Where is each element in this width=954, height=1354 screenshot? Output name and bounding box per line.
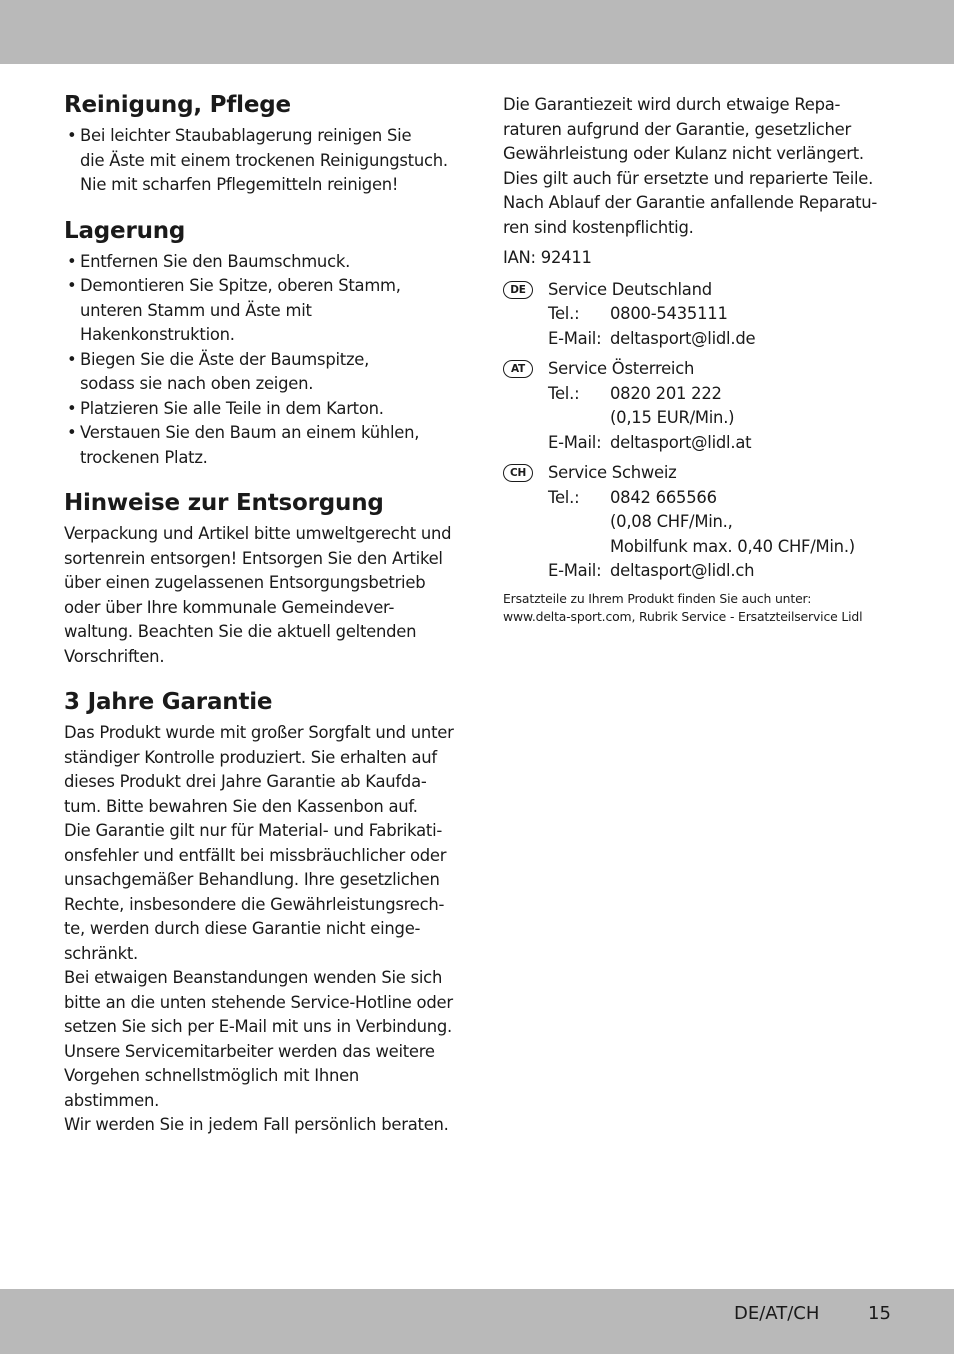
bullet-icon: • [67,251,77,271]
paragraph: Verpackung und Artikel bitte umweltgerecht und sortenrein entsorgen! Entsorgen Sie den Artikel über einen zugelassenen Entsorgungsbetrieb oder über Ihre kommunale Gemeindever- waltung. Beachten Sie die aktuell geltenden Vorschriften. [64,524,452,666]
section-storage [64,216,459,471]
email-value: deltasport@lidl.at [610,432,752,452]
tel-label: Tel.: [548,304,580,323]
section-title: Hinweise zur Entsorgung [64,490,384,516]
list-item: • Entfernen Sie den Baumschmuck. [64,250,459,275]
bullet-icon: • [67,398,77,418]
ch-badge-icon: CH [503,464,533,482]
bullet-list [64,124,459,198]
bullet-icon: • [67,126,77,145]
section-title: Lagerung [64,217,186,244]
footer-languages: DE/AT/CH [734,1303,820,1324]
header-bar [0,0,954,64]
list-item: • Biegen Sie die Äste der Baumspitze, sodass sie nach oben zeigen. [67,349,370,393]
tel-value: 0842 665566 (0,08 CHF/Min., Mobilfunk max. 0,40 CHF/Min.) [610,487,855,556]
section-disposal [64,488,459,669]
tel-label: Tel.: [548,383,580,403]
service-name: Service Österreich [548,359,695,378]
at-badge-icon: AT [503,360,533,378]
bullet-icon: • [67,276,77,295]
bullet-list [64,250,459,471]
list-item: • Platzieren Sie alle Teile in dem Karton. [64,397,459,422]
service-block-de [503,278,895,352]
section-warranty [64,687,459,1138]
email-label: E-Mail: [548,561,602,580]
list-item: • Verstauen Sie den Baum an einem kühlen, trockenen Platz. [67,423,420,467]
left-column [64,90,459,1138]
ian-number: IAN: 92411 [503,248,592,267]
paragraph: Das Produkt wurde mit großer Sorgfalt und unter ständiger Kontrolle produziert. Sie erhalten auf dieses Produkt drei Jahre Garantie ab Kaufda- tum. Bitte bewahren Sie den Kassenbon auf. Die Garantie gilt nur für Material- und Fabrikati- onsfehler und entfällt bei missbräuchlicher oder unsachgemäßer Behandlung. Ihre gesetzlichen Rechte, insbesondere die Gewährleistungsrech- te, werden durch diese Garantie nicht einge- schränkt. Bei etwaigen Beanstandungen wenden Sie sich bitte an die unten stehende Service-Hotline oder setzen Sie sich per E-Mail mit uns in Verbindung. Unsere Servicemitarbeiter werden das weitere Vorgehen schnellstmöglich mit Ihnen abstimmen. Wir werden Sie in jedem Fall persönlich beraten. [64,723,454,1134]
tel-value: 0800-5435111 [610,304,728,323]
service-name: Service Deutschland [548,279,712,299]
bullet-icon: • [67,349,77,369]
email-label: E-Mail: [548,328,602,348]
right-column [503,93,895,627]
list-item: • Bei leichter Staubablagerung reinigen Sie die Äste mit einem trockenen Reinigungstuch. Nie mit scharfen Pflegemitteln reinigen! [67,126,448,194]
service-name: Service Schweiz [548,463,677,482]
email-label: E-Mail: [548,432,602,452]
de-badge-icon: DE [503,281,533,299]
email-value: deltasport@lidl.de [610,328,756,348]
list-item: • Demontieren Sie Spitze, oberen Stamm, unteren Stamm und Äste mit Hakenkonstruktion. [67,276,401,344]
tel-value: 0820 201 222 (0,15 EUR/Min.) [610,383,735,427]
service-block-ch [503,461,895,584]
section-title: 3 Jahre Garantie [64,689,273,715]
email-value: deltasport@lidl.ch [610,561,755,580]
warranty-continued: Die Garantiezeit wird durch etwaige Repa- raturen aufgrund der Garantie, gesetzlicher Gewährleistung oder Kulanz nicht verlängert. Dies gilt auch für ersetzte und reparierte Teile. Nach Ablauf der Garantie anfallende Reparatu- ren sind kostenpflichtig. [503,95,878,237]
tel-label: Tel.: [548,487,580,507]
section-title: Reinigung, Pflege [64,92,291,118]
service-block-at [503,357,895,455]
bullet-icon: • [67,423,77,442]
section-cleaning [64,90,459,198]
page-number: 15 [868,1303,891,1324]
spare-parts-note: Ersatzteile zu Ihrem Produkt finden Sie auch unter: www.delta-sport.com, Rubrik Service - Ersatzteilservice Lidl [503,590,863,624]
